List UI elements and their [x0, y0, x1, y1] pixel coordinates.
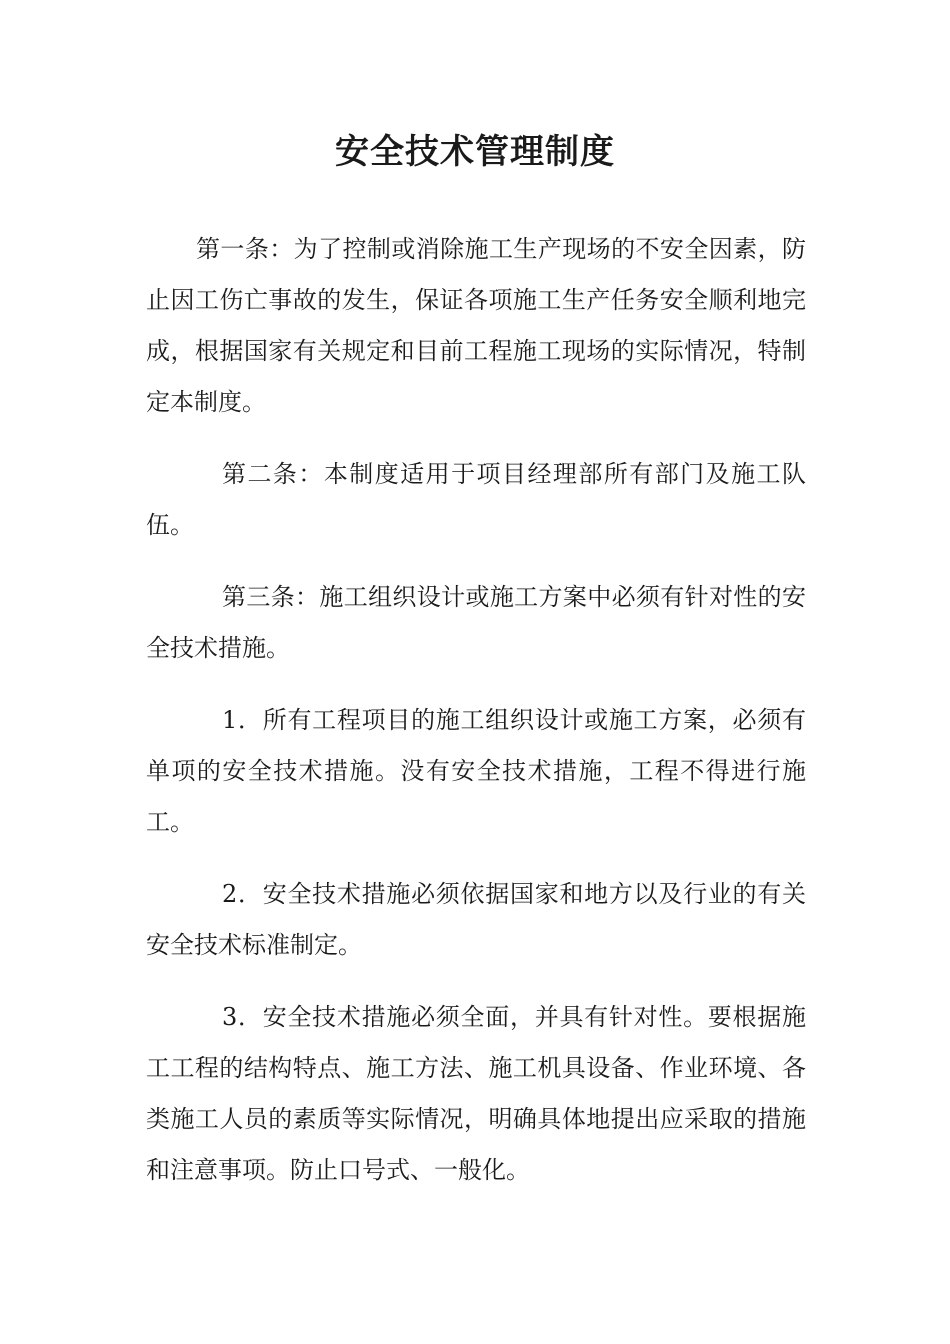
document-body: [146, 224, 806, 1217]
paragraph-article-1: 第一条：为了控制或消除施工生产现场的不安全因素，防止因工伤亡事故的发生，保证各项施工生产任务安全顺利地完成，根据国家有关规定和目前工程施工现场的实际情况，特制定本制度。: [146, 235, 806, 416]
paragraph-article-2: 第二条：本制度适用于项目经理部所有部门及施工队伍。: [146, 460, 806, 539]
document-title: 安全技术管理制度: [335, 132, 615, 172]
paragraph-item-1: 1．所有工程项目的施工组织设计或施工方案，必须有单项的安全技术措施。没有安全技术措施，工程不得进行施工。: [146, 706, 806, 836]
paragraph-item-3: 3．安全技术措施必须全面，并具有针对性。要根据施工工程的结构特点、施工方法、施工机具设备、作业环境、各类施工人员的素质等实际情况，明确具体地提出应采取的措施和注意事项。防止口号式、一般化。: [146, 1003, 806, 1184]
paragraph-article-3: 第三条：施工组织设计或施工方案中必须有针对性的安全技术措施。: [146, 583, 806, 662]
paragraph-item-2: 2．安全技术措施必须依据国家和地方以及行业的有关安全技术标准制定。: [146, 880, 806, 959]
